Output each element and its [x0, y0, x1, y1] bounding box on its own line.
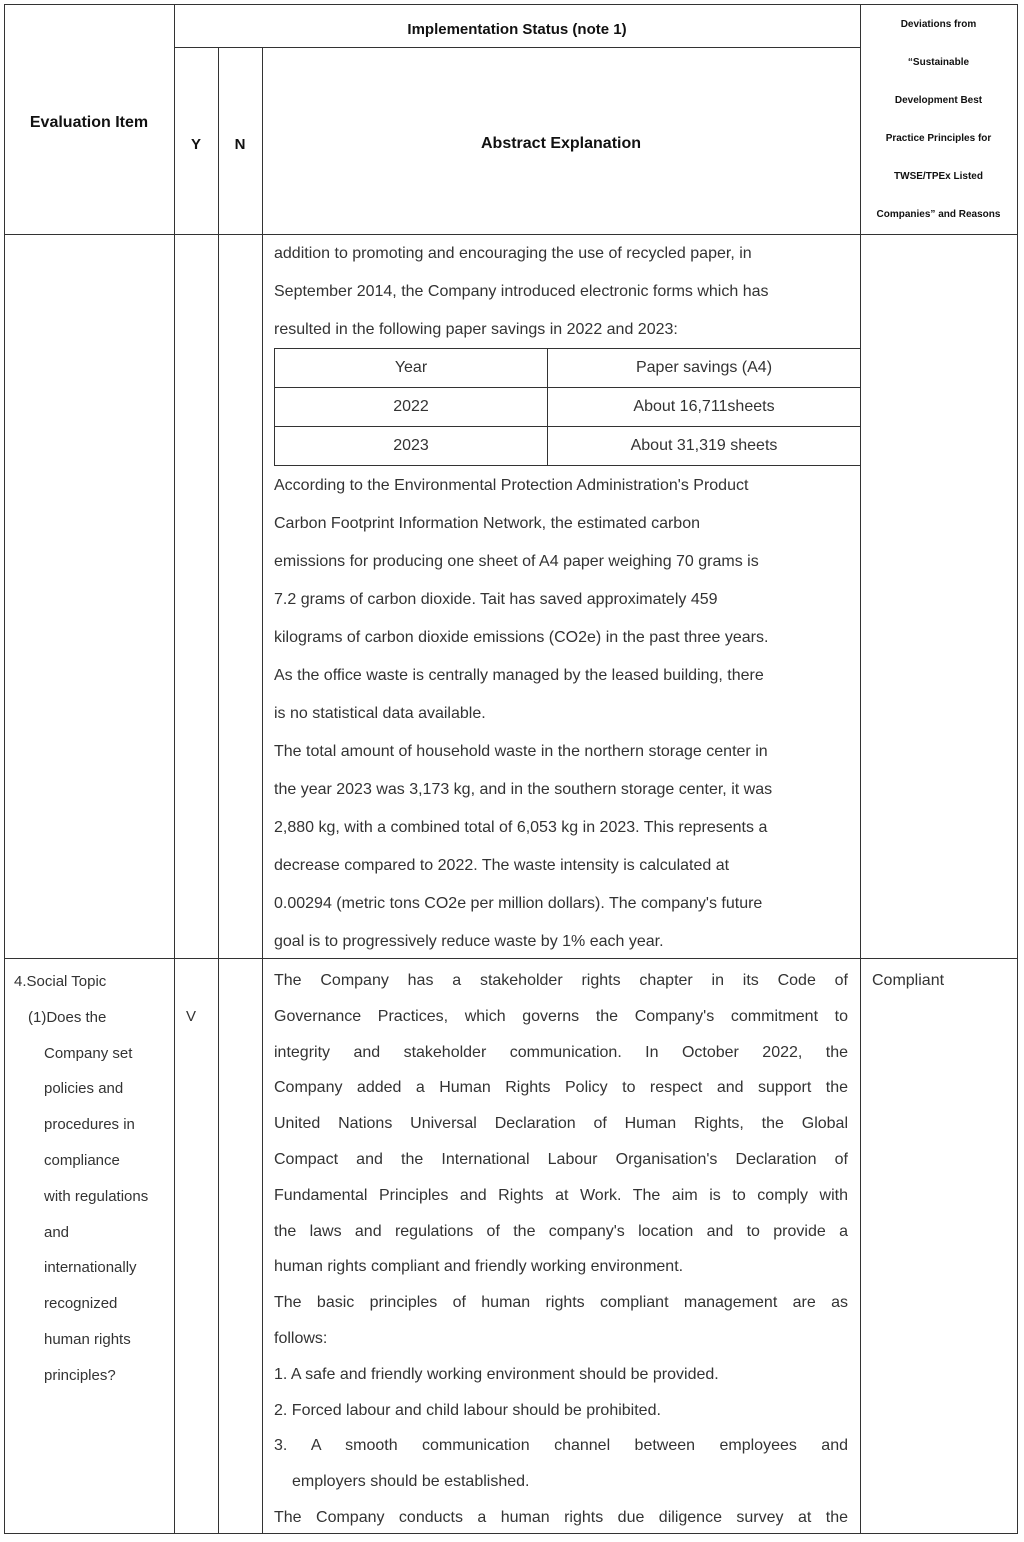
text-line: goal is to progressively reduce waste by 1% each year. — [274, 933, 664, 950]
text-line: Company added a Human Rights Policy to respect and support the — [274, 1079, 848, 1097]
text-line: the laws and regulations of the company's location and to provide a — [274, 1222, 848, 1240]
col-divider-y — [218, 47, 219, 1534]
text-line: According to the Environmental Protection Administration's Product — [274, 477, 749, 494]
table-cell: About 31,319 sheets — [548, 427, 861, 466]
header-n: N — [234, 136, 246, 153]
header-deviations — [860, 6, 1017, 234]
status-subheader-line — [174, 47, 860, 48]
text-line: 0.00294 (metric tons CO2e per million dollars). The company's future — [274, 895, 763, 912]
row2-deviation-status: Compliant — [872, 972, 945, 989]
text-line: emissions for producing one sheet of A4 paper weighing 70 grams is — [274, 553, 759, 570]
header-deviations-line: Practice Principles for — [885, 133, 992, 144]
header-implementation-status: Implementation Status (note 1) — [407, 21, 627, 38]
header-deviations-line: Deviations from — [900, 19, 977, 30]
header-abstract-explanation: Abstract Explanation — [480, 135, 642, 152]
list-item-continuation: employers should be established. — [292, 1473, 530, 1491]
item-line: internationally — [44, 1259, 137, 1277]
text-line: The total amount of household waste in the northern storage center in — [274, 743, 768, 760]
header-deviations-line: “Sustainable — [907, 57, 970, 68]
text-line: the year 2023 was 3,173 kg, and in the southern storage center, it was — [274, 781, 773, 798]
item-line: human rights — [44, 1330, 131, 1348]
text-line: Compact and the International Labour Organisation's Declaration of — [274, 1150, 848, 1168]
text-line: is no statistical data available. — [274, 705, 486, 722]
list-item: 2. Forced labour and child labour should be prohibited. — [274, 1401, 661, 1419]
item-line: compliance — [44, 1151, 120, 1169]
row2-y-mark: V — [186, 1008, 197, 1025]
item-line: with regulations — [44, 1187, 149, 1205]
row1-carbon-waste-text — [274, 467, 849, 961]
text-line: Fundamental Principles and Rights at Work. The aim is to comply with — [274, 1186, 848, 1204]
text-line: decrease compared to 2022. The waste intensity is calculated at — [274, 857, 730, 874]
text-line: As the office waste is centrally managed by the leased building, there — [274, 667, 764, 684]
text-line: September 2014, the Company introduced electronic forms which has — [274, 283, 769, 300]
table-header-year: Year — [275, 349, 548, 388]
row2-explanation-text — [274, 963, 848, 1536]
text-line: The Company conducts a human rights due diligence survey at the — [274, 1508, 848, 1526]
table-cell: 2022 — [275, 388, 548, 427]
table-row — [275, 349, 861, 388]
header-deviations-line: Companies” and Reasons — [876, 209, 1001, 220]
row2-evaluation-item — [14, 964, 172, 1394]
col-divider-item — [174, 4, 175, 1534]
header-deviations-line: Development Best — [894, 95, 983, 106]
item-line: (1)Does the — [28, 1008, 107, 1026]
item-line: Company set — [44, 1044, 133, 1062]
header-evaluation-item: Evaluation Item — [29, 114, 149, 131]
row1-intro-text — [274, 235, 849, 349]
table-row — [275, 388, 861, 427]
table-border-right — [1017, 4, 1018, 1534]
text-line: kilograms of carbon dioxide emissions (CO2e) in the past three years. — [274, 629, 769, 646]
text-line: resulted in the following paper savings in 2022 and 2023: — [274, 321, 678, 338]
header-deviations-line: TWSE/TPEx Listed — [894, 171, 983, 182]
text-line: 7.2 grams of carbon dioxide. Tait has saved approximately 459 — [274, 591, 718, 608]
table-row — [275, 427, 861, 466]
item-line: 4.Social Topic — [14, 973, 107, 990]
table-border-top — [4, 4, 1018, 5]
text-line: Carbon Footprint Information Network, the estimated carbon — [274, 515, 700, 532]
paper-savings-table — [274, 348, 861, 466]
header-y: Y — [190, 136, 201, 153]
item-line: procedures in — [44, 1116, 135, 1134]
text-line: The Company has a stakeholder rights chapter in its Code of — [274, 972, 848, 989]
item-line: policies and — [44, 1080, 124, 1098]
text-line: United Nations Universal Declaration of Human Rights, the Global — [274, 1115, 848, 1133]
table-cell: About 16,711sheets — [548, 388, 861, 427]
list-item: 3. A smooth communication channel between employees and — [274, 1437, 848, 1455]
text-line: human rights compliant and friendly working environment. — [274, 1258, 684, 1276]
item-line: recognized — [44, 1295, 118, 1313]
text-line: 2,880 kg, with a combined total of 6,053 kg in 2023. This represents a — [274, 819, 768, 836]
text-line: integrity and stakeholder communication. In October 2022, the — [274, 1043, 848, 1061]
item-line: principles? — [44, 1366, 116, 1384]
text-line: addition to promoting and encouraging the use of recycled paper, in — [274, 245, 752, 262]
text-line: follows: — [274, 1329, 328, 1347]
table-header-paper-savings: Paper savings (A4) — [548, 349, 861, 388]
item-line: and — [44, 1223, 70, 1241]
table-border-left — [4, 4, 5, 1534]
list-item: 1. A safe and friendly working environment should be provided. — [274, 1365, 719, 1383]
text-line: Governance Practices, which governs the Company's commitment to — [274, 1007, 848, 1025]
text-line: The basic principles of human rights compliant management are as — [274, 1294, 848, 1312]
governance-table — [4, 4, 1018, 1534]
table-cell: 2023 — [275, 427, 548, 466]
col-divider-n — [262, 47, 263, 1534]
